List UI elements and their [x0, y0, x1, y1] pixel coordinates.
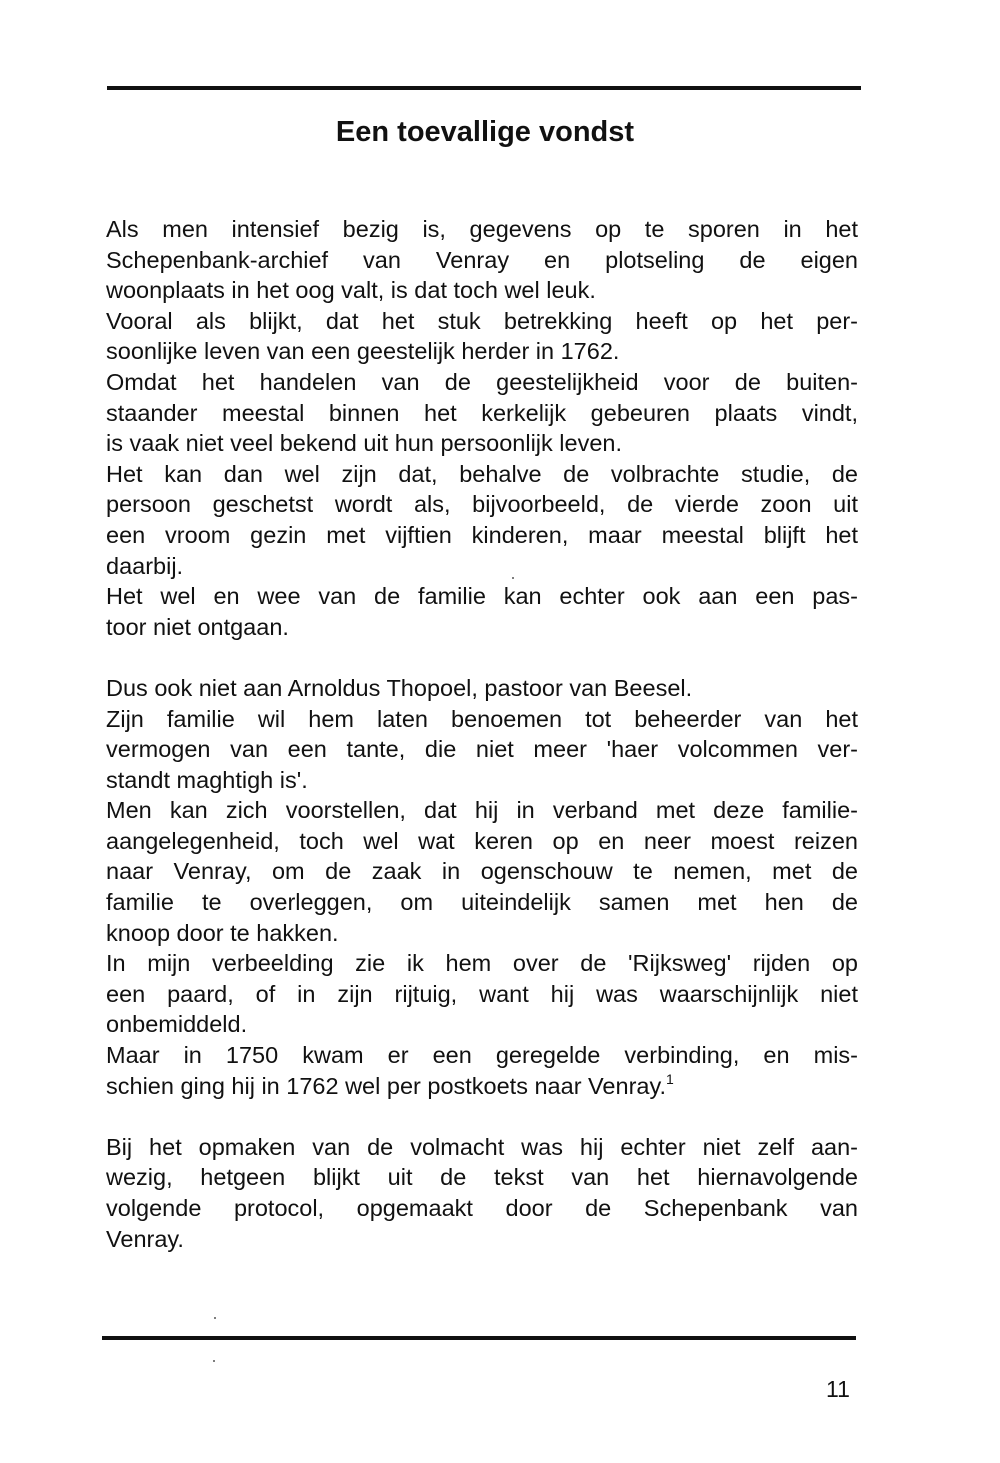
text-line: Omdat het handelen van de geestelijkheid voor de buiten-: [106, 368, 858, 395]
bottom-rule: [102, 1336, 856, 1340]
text-line: toor niet ontgaan.: [106, 613, 289, 640]
scan-speck: [512, 577, 514, 579]
text-line: Men kan zich voorstellen, dat hij in verband met deze familie-: [106, 797, 858, 824]
chapter-title: Een toevallige vondst: [335, 116, 635, 148]
text-line-with-footnote: [106, 1071, 858, 1102]
paragraph-gap: [106, 1101, 858, 1132]
paragraph: [106, 459, 858, 581]
text-line: Dus ook niet aan Arnoldus Thopoel, pastoor van Beesel.: [106, 674, 693, 701]
paragraph: [106, 704, 858, 796]
paragraph: [106, 1132, 858, 1254]
footnote-mark: 1: [666, 1070, 674, 1087]
paragraph: [106, 214, 858, 306]
text-line: persoon geschetst wordt als, bijvoorbeeld, de vierde zoon uit: [106, 491, 858, 518]
scan-speck: [213, 1360, 215, 1362]
text-line: soonlijke leven van een geestelijk herder in 1762.: [106, 338, 620, 365]
paragraph: [106, 673, 858, 704]
text-line: Bij het opmaken van de volmacht was hij echter niet zelf aan-: [106, 1133, 858, 1160]
paragraph: [106, 367, 858, 459]
paragraph: [106, 948, 858, 1040]
text-line: Zijn familie wil hem laten benoemen tot beheerder van het: [106, 705, 858, 732]
page-number: 11: [826, 1376, 850, 1402]
text-line: Als men intensief bezig is, gegevens op te sporen in het: [106, 216, 858, 242]
text-line: Maar in 1750 kwam er een geregelde verbinding, en mis-: [106, 1042, 858, 1069]
text-line: onbemiddeld.: [106, 1011, 248, 1038]
text-line: knoop door te hakken.: [106, 919, 339, 946]
text-line: woonplaats in het oog valt, is dat toch wel leuk.: [106, 277, 596, 304]
text-line: familie te overleggen, om uiteindelijk samen met hen de: [106, 889, 858, 916]
text-line: wezig, hetgeen blijkt uit de tekst van het hiernavolgende: [106, 1164, 858, 1191]
text-line: daarbij.: [106, 552, 184, 579]
top-rule: [107, 86, 861, 90]
text-line: vermogen van een tante, die niet meer 'haer volcommen ver-: [106, 736, 858, 763]
text-line: een paard, of in zijn rijtuig, want hij was waarschijnlijk niet: [106, 980, 858, 1007]
paragraph: [106, 795, 858, 948]
text-line: naar Venray, om de zaak in ogenschouw te nemen, met de: [106, 858, 858, 885]
text-line: schien ging hij in 1762 wel per postkoets naar Venray.: [106, 1072, 666, 1099]
paragraph: [106, 306, 858, 367]
text-line: Het kan dan wel zijn dat, behalve de volbrachte studie, de: [106, 460, 858, 487]
paragraph: [106, 581, 858, 642]
text-line: een vroom gezin met vijftien kinderen, maar meestal blijft het: [106, 521, 858, 548]
body-text: [106, 214, 858, 1254]
text-line: volgende protocol, opgemaakt door de Schepenbank van: [106, 1195, 858, 1221]
text-line: standt maghtigh is'.: [106, 766, 308, 793]
text-line: Schepenbank-archief van Venray en plotseling de eigen: [106, 246, 858, 273]
text-line: is vaak niet veel bekend uit hun persoonlijk leven.: [106, 430, 623, 457]
paragraph: [106, 1040, 858, 1101]
text-line: In mijn verbeelding zie ik hem over de 'Rijksweg' rijden op: [106, 950, 858, 977]
scan-speck: [214, 1317, 216, 1319]
paragraph-gap: [106, 642, 858, 673]
text-line: aangelegenheid, toch wel wat keren op en neer moest reizen: [106, 827, 858, 854]
text-line: Venray.: [106, 1225, 184, 1252]
text-line: Het wel en wee van de familie kan echter ook aan een pas-: [106, 583, 858, 610]
text-line: staander meestal binnen het kerkelijk gebeuren plaats vindt,: [106, 399, 858, 426]
text-line: Vooral als blijkt, dat het stuk betrekking heeft op het per-: [106, 307, 858, 334]
